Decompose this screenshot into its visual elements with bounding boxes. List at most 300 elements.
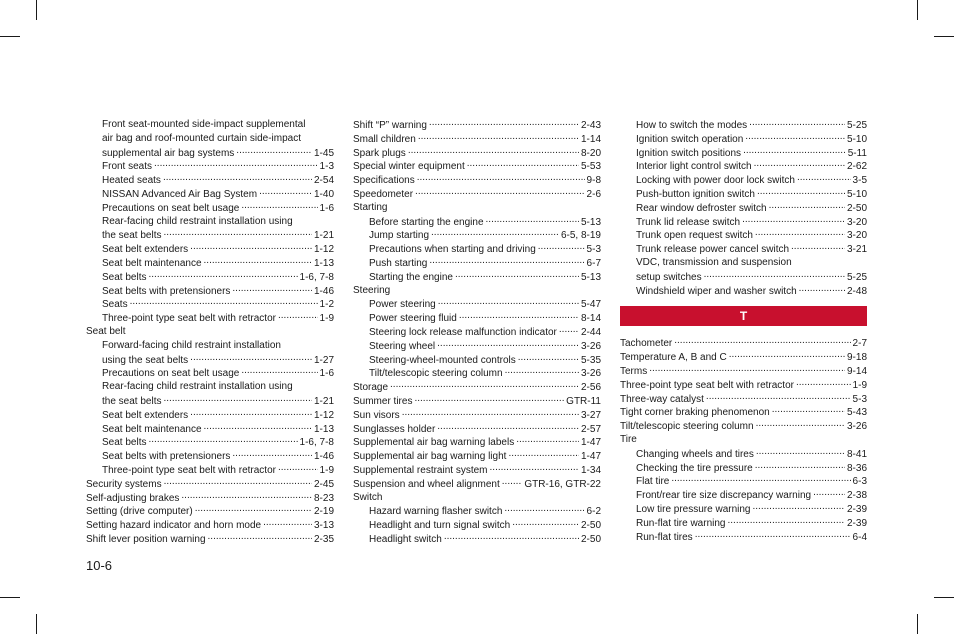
index-entry-page: 1-6, 7-8 [299, 437, 334, 449]
index-entry [86, 477, 334, 491]
index-entry [86, 297, 334, 311]
index-entry-page: 8-41 [846, 448, 867, 460]
dot-leader [742, 215, 845, 225]
index-entry [86, 394, 334, 408]
index-entry-page: 2-62 [846, 161, 867, 173]
index-entry-page: 5-47 [580, 299, 601, 311]
index-entry [620, 474, 867, 488]
index-entry-page: 1-12 [313, 409, 334, 421]
index-entry-term: Sunglasses holder [353, 423, 436, 435]
index-entry-term: Summer tires [353, 395, 413, 407]
index-entry-term: Supplemental air bag warning light [353, 451, 507, 463]
dot-leader [796, 378, 851, 388]
index-entry [353, 353, 601, 367]
index-entry [86, 463, 334, 477]
index-entry-page: 9-14 [846, 365, 867, 377]
index-entry [620, 488, 867, 502]
index-entry [620, 392, 867, 406]
index-entry [353, 532, 601, 546]
index-entry-page: 8-20 [580, 147, 601, 159]
dot-leader [704, 270, 845, 280]
index-entry-term: Locking with power door lock switch [636, 175, 795, 187]
index-entry-term: Tilt/telescopic steering column [620, 421, 754, 433]
dot-leader [190, 353, 312, 363]
dot-leader [756, 447, 845, 457]
index-entry-term: Trunk release power cancel switch [636, 244, 790, 256]
crop-mark [0, 36, 20, 37]
index-entry [620, 502, 867, 516]
index-entry-term: Self-adjusting brakes [86, 492, 180, 504]
crop-mark [917, 0, 918, 20]
index-entry [353, 311, 601, 325]
index-entry-term: Tilt/telescopic steering column [369, 368, 503, 380]
index-entry-page: 1-27 [313, 354, 334, 366]
index-entry-term: Flat tire [636, 476, 670, 488]
dot-leader [538, 242, 585, 252]
index-entry-page: 6-4 [852, 531, 867, 543]
index-entry-page: 3-26 [846, 421, 867, 433]
index-entry [353, 325, 601, 339]
index-entry-page: 9-8 [586, 175, 601, 187]
index-entry-term: Heated seats [102, 175, 161, 187]
index-entry-term: Precautions on seat belt usage [102, 368, 240, 380]
index-entry [86, 532, 334, 546]
index-entry-term: How to switch the modes [636, 120, 748, 131]
index-entry [620, 256, 867, 270]
index-entry-term: VDC, transmission and suspension [636, 256, 792, 268]
index-entry-page: 5-13 [580, 271, 601, 283]
index-entry-term: Front seats [102, 161, 153, 173]
index-entry-term: Starting [353, 201, 388, 213]
dot-leader [444, 532, 579, 542]
index-entry-page: 1-45 [313, 147, 334, 159]
index-entry [353, 394, 601, 408]
index-entry [620, 447, 867, 461]
dot-leader [431, 228, 559, 238]
index-entry-page: 5-10 [846, 133, 867, 145]
crop-mark [934, 36, 954, 37]
section-letter-banner [620, 306, 867, 326]
index-entry-page: 2-38 [846, 490, 867, 502]
dot-leader [154, 159, 318, 169]
dot-leader [813, 488, 845, 498]
index-entry [620, 530, 867, 544]
index-entry-page: 2-50 [580, 520, 601, 532]
index-entry-term: Rear-facing child restraint installation using [102, 215, 293, 227]
index-entry [353, 201, 601, 215]
dot-leader [236, 146, 312, 156]
index-entry [353, 477, 601, 491]
index-entry-term: the seat belts [102, 230, 162, 242]
index-entry [353, 380, 601, 394]
index-entry-page: 1-6, 7-8 [299, 271, 334, 283]
index-entry-page: 3-20 [846, 230, 867, 242]
dot-leader [799, 284, 845, 294]
index-entry [353, 159, 601, 173]
dot-leader [791, 242, 845, 252]
index-entry-page: 1-47 [580, 437, 601, 449]
index-entry-page: 5-3 [586, 244, 601, 256]
index-entry-term: Seat belts [102, 437, 147, 449]
index-entry-term: Seat belts [102, 271, 147, 283]
index-entry-term: Power steering [369, 299, 436, 311]
dot-leader [241, 366, 317, 376]
index-entry [353, 297, 601, 311]
index-entry-page: 1-34 [580, 464, 601, 476]
index-entry-term: Supplemental restraint system [353, 464, 488, 476]
index-entry-page: 1-13 [313, 423, 334, 435]
index-entry-page: GTR-11 [566, 395, 601, 407]
index-entry-page: 8-14 [580, 313, 601, 325]
dot-leader [504, 504, 584, 514]
dot-leader [278, 463, 318, 473]
dot-leader [727, 516, 845, 526]
index-entry-page: 3-26 [580, 340, 601, 352]
dot-leader [278, 311, 318, 321]
index-entry [353, 242, 601, 256]
index-entry-term: Setting hazard indicator and horn mode [86, 520, 262, 532]
index-entry-page: 2-43 [580, 120, 601, 131]
index-entry-term: Speedometer [353, 188, 414, 200]
dot-leader [754, 159, 845, 169]
index-entry-page: 8-36 [846, 462, 867, 474]
index-entry [620, 336, 867, 350]
index-entry [353, 187, 601, 201]
index-entry-page: 2-35 [313, 533, 334, 545]
dot-leader [208, 532, 312, 542]
index-entry-term: Seat belt extenders [102, 409, 189, 421]
index-entry-term: Specifications [353, 175, 415, 187]
index-entry-term: Before starting the engine [369, 216, 484, 228]
index-entry-page: 6-7 [586, 257, 601, 269]
dot-leader [418, 132, 579, 142]
index-entry [86, 228, 334, 242]
section-letter: T [739, 309, 748, 324]
index-entry [86, 518, 334, 532]
index-entry-term: Steering-wheel-mounted controls [369, 354, 516, 366]
index-entry [86, 449, 334, 463]
dot-leader [204, 422, 312, 432]
index-entry-term: Ignition switch operation [636, 133, 744, 145]
index-entry [620, 419, 867, 433]
dot-leader [516, 435, 579, 445]
index-entry-page: 1-9 [852, 379, 867, 391]
index-entry-page: 5-13 [580, 216, 601, 228]
index-entry [620, 378, 867, 392]
index-entry-page: 1-21 [313, 395, 334, 407]
index-entry-term: Storage [353, 382, 389, 394]
index-entry [620, 405, 867, 419]
dot-leader [518, 353, 579, 363]
index-entry-term: Steering lock release malfunction indicator [369, 326, 557, 338]
index-entry-term: Headlight switch [369, 533, 442, 545]
index-entry-page: 1-47 [580, 451, 601, 463]
index-entry [620, 516, 867, 530]
index-list-t [620, 336, 867, 543]
dot-leader [508, 449, 579, 459]
index-entry-page: 6-2 [586, 506, 601, 518]
index-entry-term: Run-flat tires [636, 531, 693, 543]
index-entry [86, 491, 334, 505]
dot-leader [181, 491, 312, 501]
index-entry [86, 132, 334, 146]
index-entry [86, 118, 334, 132]
index-entry [353, 339, 601, 353]
index-entry [353, 449, 601, 463]
index-entry-term: setup switches [636, 271, 702, 283]
index-entry-page: 1-2 [319, 299, 334, 311]
dot-leader [415, 187, 585, 197]
index-entry [353, 270, 601, 284]
index-entry [620, 187, 867, 201]
index-entry [353, 408, 601, 422]
dot-leader [695, 530, 851, 540]
index-entry [620, 132, 867, 146]
crop-mark [917, 614, 918, 634]
index-entry-term: supplemental air bag systems [102, 147, 235, 159]
index-entry-term: Tire [620, 433, 637, 445]
dot-leader [402, 408, 579, 418]
index-entry-page: 1-9 [319, 464, 334, 476]
dot-leader [437, 339, 579, 349]
dot-leader [706, 392, 851, 402]
dot-leader [755, 461, 845, 471]
index-entry-page: GTR-16, GTR-22 [524, 478, 601, 490]
index-entry [86, 173, 334, 187]
index-entry-page: 5-3 [852, 393, 867, 405]
index-entry-term: Hazard warning flasher switch [369, 506, 503, 518]
dot-leader [649, 364, 845, 374]
index-entry-term: Suspension and wheel alignment [353, 478, 500, 490]
dot-leader [797, 173, 851, 183]
dot-leader [772, 405, 845, 415]
index-entry [620, 118, 867, 132]
index-entry-term: Special winter equipment [353, 161, 465, 173]
dot-leader [459, 311, 579, 321]
dot-leader [130, 297, 318, 307]
index-entry [353, 284, 601, 298]
index-entry [620, 159, 867, 173]
dot-leader [408, 146, 579, 156]
dot-leader [671, 474, 850, 484]
index-entry-page: 2-56 [580, 382, 601, 394]
index-entry-term: the seat belts [102, 395, 162, 407]
dot-leader [164, 477, 312, 487]
index-entry [620, 173, 867, 187]
page-number: 10-6 [86, 558, 113, 573]
dot-leader [163, 394, 312, 404]
index-entry [620, 146, 867, 160]
dot-leader [505, 366, 579, 376]
index-entry-term: Temperature A, B and C [620, 352, 727, 364]
index-entry-term: Seats [102, 299, 128, 311]
index-entry-term: Switch [353, 491, 383, 503]
index-entry [353, 504, 601, 518]
crop-mark [934, 597, 954, 598]
dot-leader [559, 325, 579, 335]
index-entry-term: Seat belt extenders [102, 244, 189, 256]
index-entry-term: Tight corner braking phenomenon [620, 407, 770, 419]
dot-leader [190, 242, 312, 252]
dot-leader [755, 228, 845, 238]
index-entry-term: Shift lever position warning [86, 533, 206, 545]
index-entry-page: 2-19 [313, 506, 334, 518]
index-column-1 [86, 118, 334, 546]
index-entry-page: 1-12 [313, 244, 334, 256]
index-entry-term: Seat belt [86, 325, 126, 337]
index-entry-page: 1-13 [313, 257, 334, 269]
index-entry [620, 242, 867, 256]
index-entry-term: Run-flat tire warning [636, 517, 726, 529]
dot-leader [729, 350, 845, 360]
index-entry [353, 173, 601, 187]
index-entry-page: 2-6 [586, 188, 601, 200]
dot-leader [414, 394, 564, 404]
crop-mark [36, 614, 37, 634]
index-column-2 [353, 118, 601, 546]
dot-leader [753, 502, 845, 512]
index-entry-page: 1-14 [580, 133, 601, 145]
dot-leader [743, 146, 846, 156]
dot-leader [486, 215, 579, 225]
dot-leader [502, 477, 523, 487]
index-entry-term: Trunk open request switch [636, 230, 753, 242]
index-entry-term: Supplemental air bag warning labels [353, 437, 515, 449]
index-entry-page: 2-44 [580, 326, 601, 338]
index-entry-page: 2-48 [846, 285, 867, 297]
index-entry-term: Push starting [369, 257, 428, 269]
index-entry-term: Front seat-mounted side-impact supplemental [102, 119, 306, 130]
index-entry-page: 1-9 [319, 313, 334, 325]
index-entry-page: 5-35 [580, 354, 601, 366]
index-entry-page: 5-25 [846, 120, 867, 131]
index-entry-term: Steering [353, 284, 391, 296]
index-entry-term: Tachometer [620, 338, 673, 350]
index-entry-term: Small children [353, 133, 416, 145]
index-entry-page: 2-45 [313, 478, 334, 490]
index-entry [86, 201, 334, 215]
index-entry-term: Rear-facing child restraint installation using [102, 381, 293, 393]
index-entry-term: Ignition switch positions [636, 147, 742, 159]
index-entry [620, 433, 867, 447]
crop-mark [36, 0, 37, 20]
index-entry [86, 435, 334, 449]
index-entry-page: 5-10 [846, 188, 867, 200]
dot-leader [455, 270, 579, 280]
index-entry-term: Windshield wiper and washer switch [636, 285, 797, 297]
index-entry [353, 256, 601, 270]
index-entry-term: Shift “P” warning [353, 120, 427, 131]
index-entry-term: Rear window defroster switch [636, 202, 767, 214]
index-entry [86, 256, 334, 270]
dot-leader [429, 256, 584, 266]
index-entry [353, 132, 601, 146]
dot-leader [429, 118, 579, 128]
index-entry-term: Security systems [86, 478, 162, 490]
index-entry [86, 366, 334, 380]
index-entry-term: Terms [620, 365, 648, 377]
dot-leader [756, 419, 845, 429]
index-entry-page: 1-46 [313, 451, 334, 463]
index-entry-page: 2-50 [580, 533, 601, 545]
index-entry-term: Trunk lid release switch [636, 216, 741, 228]
index-entry [620, 270, 867, 284]
dot-leader [190, 408, 312, 418]
index-entry-term: Three-way catalyst [620, 393, 704, 405]
dot-leader [417, 173, 585, 183]
index-entry [86, 242, 334, 256]
index-entry-page: 1-6 [319, 368, 334, 380]
dot-leader [163, 228, 312, 238]
index-entry-page: 5-11 [847, 147, 867, 159]
index-entry-term: Sun visors [353, 409, 400, 421]
dot-leader [490, 463, 579, 473]
index-entry-term: Starting the engine [369, 271, 453, 283]
index-entry-page: 5-53 [580, 161, 601, 173]
index-entry [86, 325, 334, 339]
index-entry-page: 3-26 [580, 368, 601, 380]
index-entry-term: Seat belts with pretensioners [102, 451, 231, 463]
index-entry-page: 3-27 [580, 409, 601, 421]
index-entry [353, 463, 601, 477]
index-entry-term: Seat belts with pretensioners [102, 285, 231, 297]
index-entry [353, 366, 601, 380]
index-entry [353, 518, 601, 532]
index-entry [353, 118, 601, 132]
index-entry-term: Steering wheel [369, 340, 436, 352]
dot-leader [674, 336, 850, 346]
index-entry-term: Headlight and turn signal switch [369, 520, 511, 532]
index-entry-term: Precautions on seat belt usage [102, 202, 240, 214]
index-entry [86, 270, 334, 284]
index-entry-term: NISSAN Advanced Air Bag System [102, 188, 258, 200]
index-entry-term: Three-point type seat belt with retractor [620, 379, 794, 391]
index-entry-term: Seat belt maintenance [102, 423, 202, 435]
index-entry-term: Seat belt maintenance [102, 257, 202, 269]
dot-leader [259, 187, 312, 197]
dot-leader [757, 187, 845, 197]
index-entry [86, 187, 334, 201]
index-entry-term: Interior light control switch [636, 161, 752, 173]
index-entry-term: Precautions when starting and driving [369, 244, 536, 256]
index-entry [353, 228, 601, 242]
index-entry [620, 350, 867, 364]
dot-leader [437, 422, 579, 432]
index-entry-page: 1-3 [319, 161, 334, 173]
crop-mark [0, 597, 20, 598]
index-column-3 [620, 118, 867, 543]
index-entry-term: Setting (drive computer) [86, 506, 193, 518]
index-entry-page: 6-3 [852, 476, 867, 488]
dot-leader [769, 201, 845, 211]
dot-leader [438, 297, 579, 307]
index-entry-page: 1-46 [313, 285, 334, 297]
index-entry-term: using the seat belts [102, 354, 189, 366]
dot-leader [263, 518, 312, 528]
index-entry-term: Jump starting [369, 230, 430, 242]
index-entry-term: Spark plugs [353, 147, 406, 159]
index-entry [86, 408, 334, 422]
dot-leader [232, 284, 312, 294]
index-entry-term: Forward-facing child restraint installation [102, 339, 281, 351]
index-entry [86, 284, 334, 298]
index-entry-term: Three-point type seat belt with retractor [102, 464, 276, 476]
index-entry [620, 461, 867, 475]
index-entry [86, 504, 334, 518]
index-entry-page: 3-21 [846, 244, 867, 256]
dot-leader [148, 435, 297, 445]
index-entry [620, 201, 867, 215]
